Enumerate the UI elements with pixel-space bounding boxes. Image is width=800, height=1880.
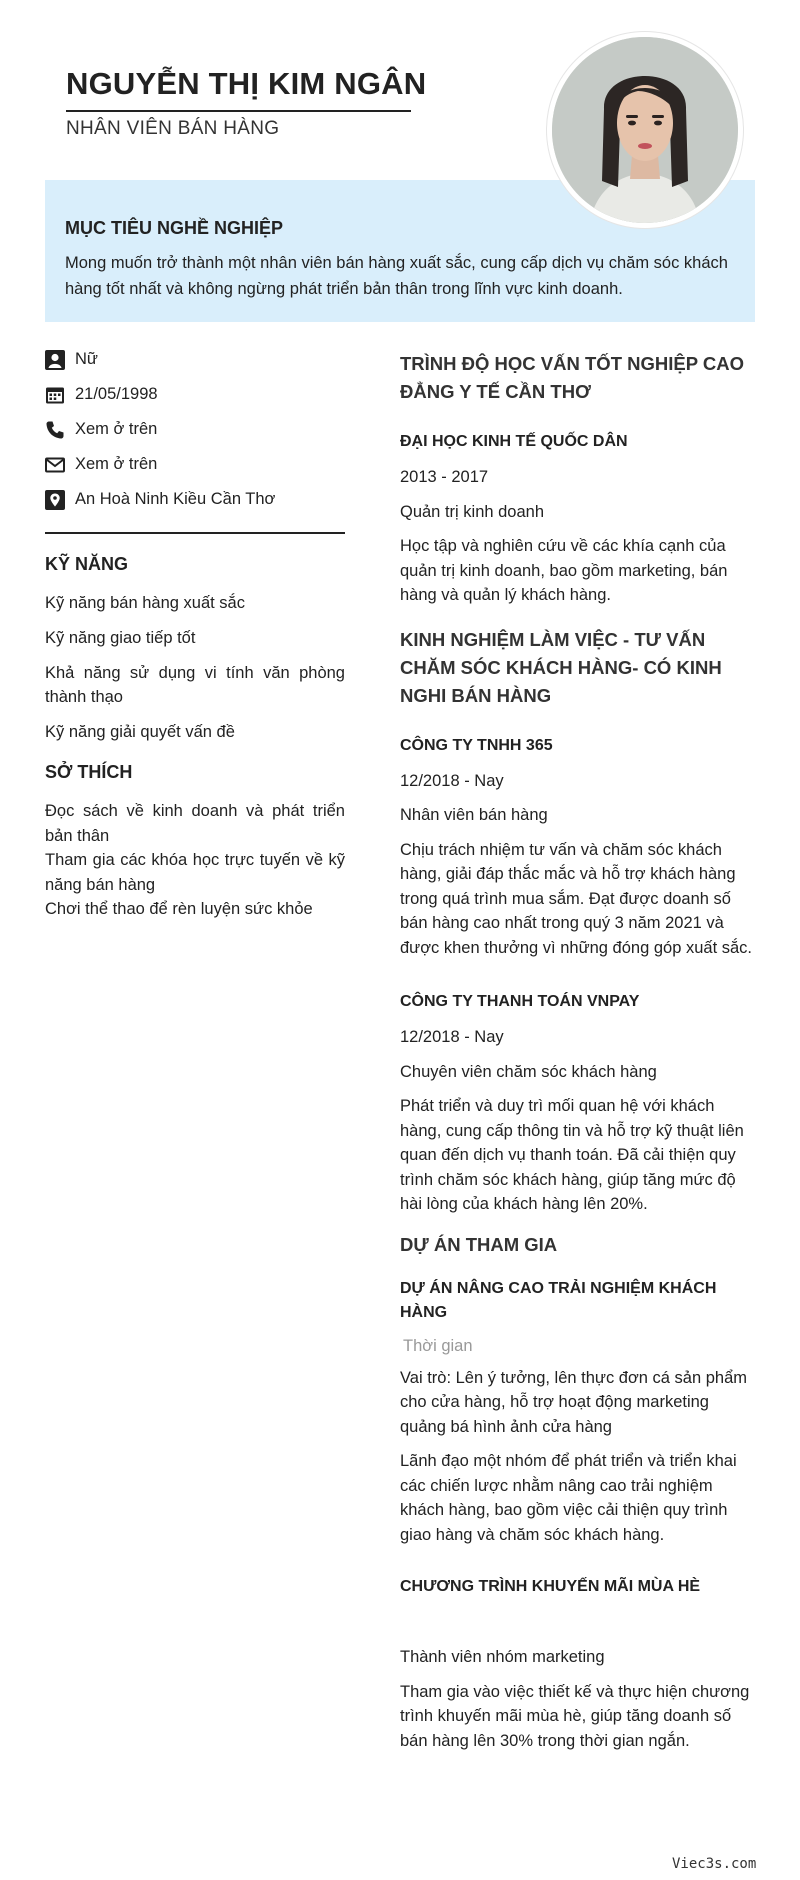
phone-value: Xem ở trên [75,420,158,438]
education-heading: TRÌNH ĐỘ HỌC VẤN TỐT NGHIỆP CAO ĐẲNG Y TẾ CẦN THƠ [400,353,744,402]
contact-email [45,447,345,482]
gender-value: Nữ [75,350,98,368]
career-objective-text: Mong muốn trở thành một nhân viên bán hàng xuất sắc, cung cấp dịch vụ chăm sóc khách hàng tốt nhất và không ngừng phát triển bản thân trong lĩnh vực kinh doanh. [65,254,728,298]
job-position: Chuyên viên chăm sóc khách hàng [400,1062,657,1081]
skill-item: Kỹ năng giao tiếp tốt [45,629,196,647]
phone-icon [45,420,65,440]
project-description: Lãnh đạo một nhóm để phát triển và triển khai các chiến lược nhằm nâng cao trải nghiệm khách hàng, bao gồm việc cải thiện quy trình giao hàng và chăm sóc khách hàng. [400,1452,737,1544]
skill-item: Kỹ năng bán hàng xuất sắc [45,594,245,612]
job-company: CÔNG TY TNHH 365 [400,736,553,754]
watermark: Viec3s.com [672,1856,757,1872]
candidate-job-title: NHÂN VIÊN BÁN HÀNG [66,118,280,139]
project-name: DỰ ÁN NÂNG CAO TRẢI NGHIỆM KHÁCH HÀNG [400,1279,717,1321]
profile-photo-illustration [552,37,738,223]
job-period: 12/2018 - Nay [400,771,504,790]
hobby-item: Chơi thể thao để rèn luyện sức khỏe [45,900,313,918]
education-major: Quản trị kinh doanh [400,502,545,521]
contact-address [45,482,345,517]
envelope-icon [45,455,65,475]
birthdate-value: 21/05/1998 [75,385,158,403]
hobby-item: Tham gia các khóa học trực tuyến về kỹ năng bán hàng [45,851,345,894]
calendar-icon [45,385,65,405]
hobby-item: Đọc sách về kinh doanh và phát triển bản thân [45,802,345,845]
job-description: Phát triển và duy trì mối quan hệ với khách hàng, cung cấp thông tin và hỗ trợ kỹ thuật liên quan đến dịch vụ thanh toán. Đã cải thiện quy trình chăm sóc khách hàng, giúp tăng mức độ hài lòng của khách hàng lên 20%. [400,1097,744,1213]
skills-heading: KỸ NĂNG [45,554,129,574]
candidate-name: NGUYỄN THỊ KIM NGÂN [66,66,427,101]
skill-item: Khả năng sử dụng vi tính văn phòng thành thạo [45,664,345,706]
profile-photo [552,37,738,223]
education-period: 2013 - 2017 [400,468,489,486]
address-value: An Hoà Ninh Kiều Cần Thơ [75,490,276,508]
education-school: ĐẠI HỌC KINH TẾ QUỐC DÂN [400,433,628,450]
project-time-placeholder: Thời gian [403,1336,473,1355]
projects-heading: DỰ ÁN THAM GIA [400,1233,558,1255]
job-period: 12/2018 - Nay [400,1028,504,1046]
person-icon [45,350,65,370]
education-description: Học tập và nghiên cứu về các khía cạnh của quản trị kinh doanh, bao gồm marketing, bán hàng và quản lý khách hàng. [400,537,728,604]
project-name: CHƯƠNG TRÌNH KHUYẾN MÃI MÙA HÈ [400,1578,701,1595]
skill-item: Kỹ năng giải quyết vấn đề [45,723,235,741]
project-role: Vai trò: Lên ý tưởng, lên thực đơn cá sản phẩm cho cửa hàng, hỗ trợ hoạt động marketing quảng bá hình ảnh cửa hàng [400,1368,748,1436]
left-divider [45,532,345,534]
project-description: Tham gia vào việc thiết kế và thực hiện chương trình khuyến mãi mùa hè, giúp tăng doanh số bán hàng lên 30% trong thời gian ngắn. [400,1682,750,1750]
name-underline [66,110,411,112]
avatar [547,32,743,228]
hobbies-heading: SỞ THÍCH [45,762,133,782]
job-description: Chịu trách nhiệm tư vấn và chăm sóc khách hàng, giải đáp thắc mắc và hỗ trợ khách hàng trong quá trình mua sắm. Đạt được doanh số bán hàng cao nhất trong quý 3 năm 2021 và được khen thưởng vì những đóng góp xuất sắc. [400,840,752,957]
contact-phone [45,412,345,447]
email-value: Xem ở trên [75,455,158,473]
right-column [400,350,755,1753]
job-company: CÔNG TY THANH TOÁN VNPAY [400,993,640,1010]
career-objective-heading: MỤC TIÊU NGHỀ NGHIỆP [65,218,284,238]
experience-heading: KINH NGHIỆM LÀM VIỆC - TƯ VẤN CHĂM SÓC KHÁCH HÀNG- CÓ KINH NGHI BÁN HÀNG [400,628,722,706]
job-position: Nhân viên bán hàng [400,806,548,824]
location-pin-icon [45,490,65,510]
project-role: Thành viên nhóm marketing [400,1648,605,1666]
contact-gender [45,342,345,377]
left-column [45,342,345,922]
contact-birthdate [45,377,345,412]
